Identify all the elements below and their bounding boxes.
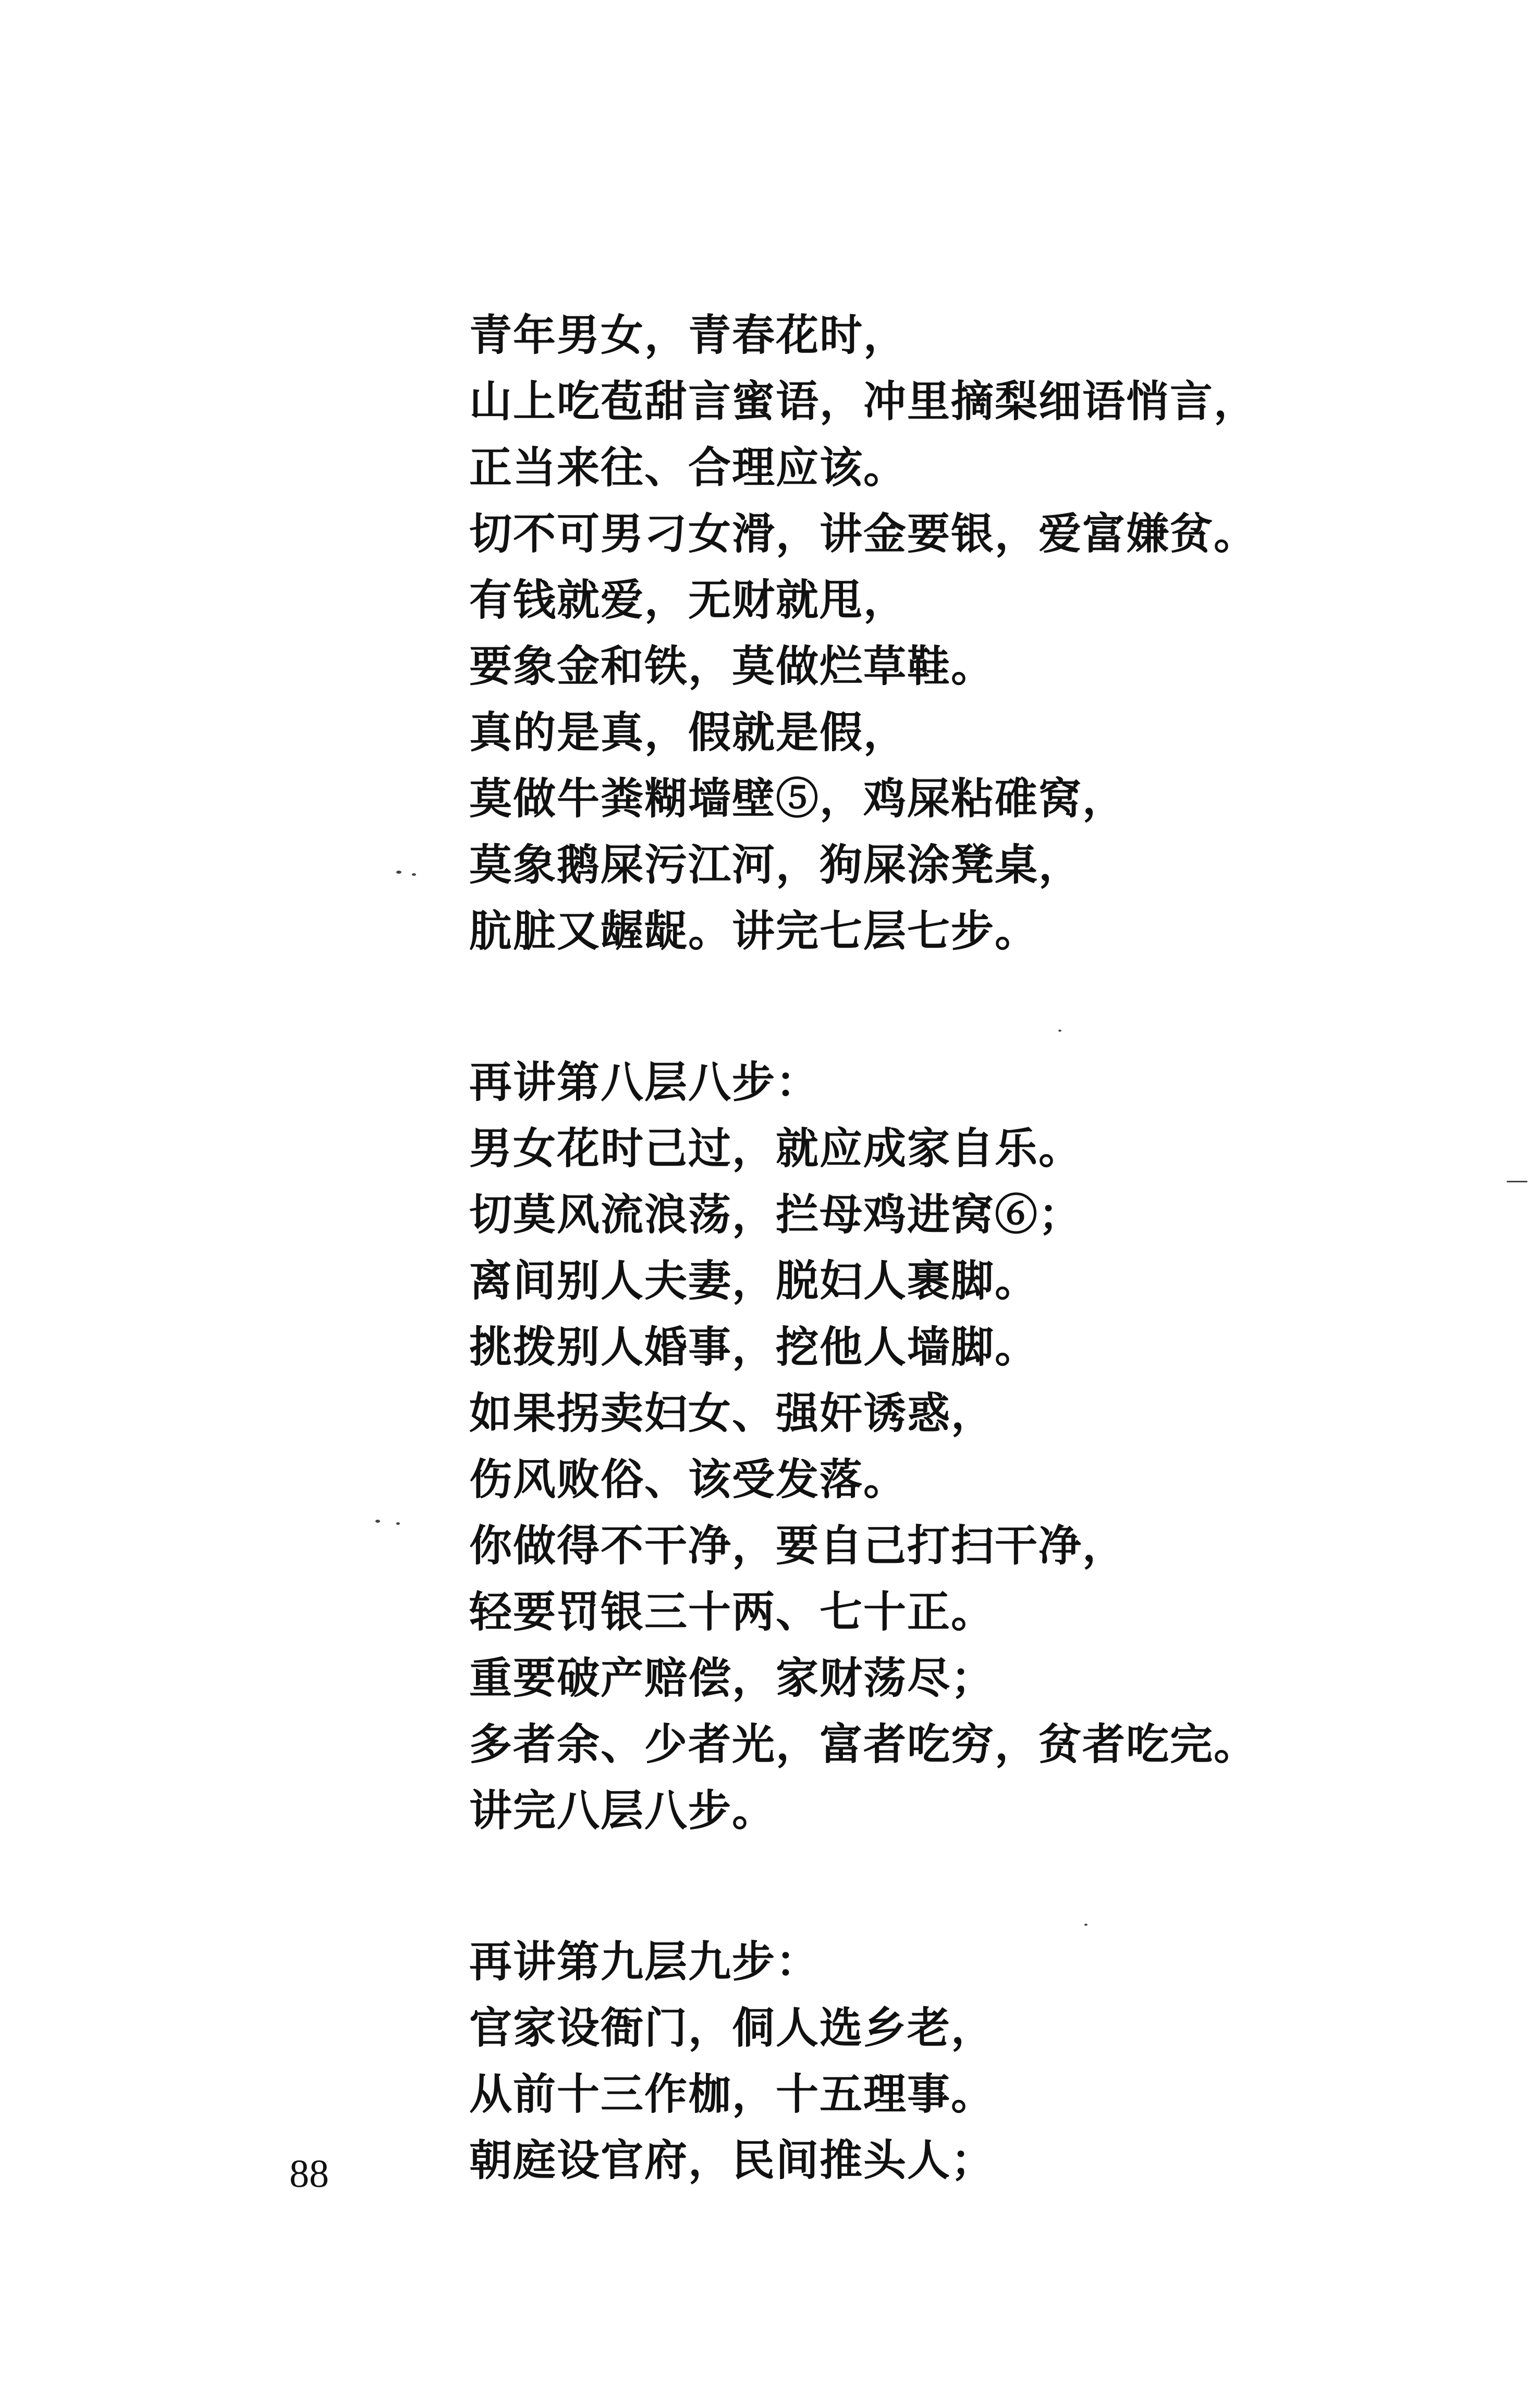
text-line: 讲完八层八步。	[469, 1786, 776, 1836]
text-line: 肮脏又龌龊。讲完七层七步。	[469, 906, 1039, 956]
text-line: 切莫风流浪荡，拦母鸡进窝⑥；	[469, 1190, 1083, 1240]
text-line: 要象金和铁，莫做烂草鞋。	[469, 641, 995, 691]
scan-speck	[412, 873, 416, 876]
scan-speck	[396, 1522, 400, 1525]
stanza-seventh-step	[469, 302, 1460, 964]
text-line: 轻要罚银三十两、七十正。	[469, 1587, 995, 1637]
poem-text	[469, 302, 1460, 2279]
text-line: 莫做牛粪糊墙壁⑤，鸡屎粘碓窝，	[469, 774, 1127, 824]
stanza-heading: 再讲第九层九步：	[469, 1937, 820, 1987]
text-line: 伤风败俗、该受发落。	[469, 1454, 908, 1505]
text-line: 朝庭设官府，民间推头人；	[469, 2135, 995, 2185]
page-number: 88	[289, 2152, 329, 2196]
scan-speck	[1058, 1030, 1061, 1032]
stanza-heading: 再讲第八层八步：	[469, 1057, 820, 1107]
text-line: 山上吃苞甜言蜜语，冲里摘梨细语悄言，	[469, 376, 1258, 426]
scan-speck	[396, 871, 401, 874]
scan-speck	[1084, 1924, 1087, 1926]
text-line: 多者余、少者光，富者吃穷，贫者吃完。	[469, 1719, 1258, 1769]
text-line: 官家设衙门，侗人选乡老，	[469, 2003, 995, 2053]
stanza-ninth-step	[469, 1929, 1460, 2194]
text-line: 从前十三作枷，十五理事。	[469, 2069, 995, 2119]
text-line: 重要破产赔偿，家财荡尽；	[469, 1653, 995, 1703]
text-line: 真的是真，假就是假，	[469, 707, 908, 757]
text-line: 莫象鹅屎污江河，狗屎涂凳桌，	[469, 840, 1083, 890]
text-line: 你做得不干净，要自己打扫干净，	[469, 1521, 1127, 1571]
text-line: 如果拐卖妇女、强奸诱惑，	[469, 1388, 995, 1438]
text-line: 切不可男刁女滑，讲金要银，爱富嫌贫。	[469, 509, 1258, 559]
text-line: 青年男女，青春花时，	[469, 310, 908, 360]
stanza-eighth-step	[469, 1049, 1460, 1844]
scan-speck	[375, 1520, 380, 1523]
text-line: 男女花时己过，就应成家自乐。	[469, 1123, 1083, 1173]
text-line: 正当来往、合理应该。	[469, 443, 908, 493]
text-line: 有钱就爱，无财就甩，	[469, 575, 908, 625]
text-line: 挑拨别人婚事，挖他人墙脚。	[469, 1322, 1039, 1372]
text-line: 离间别人夫妻，脱妇人裹脚。	[469, 1256, 1039, 1306]
scan-speck	[1507, 1181, 1527, 1182]
